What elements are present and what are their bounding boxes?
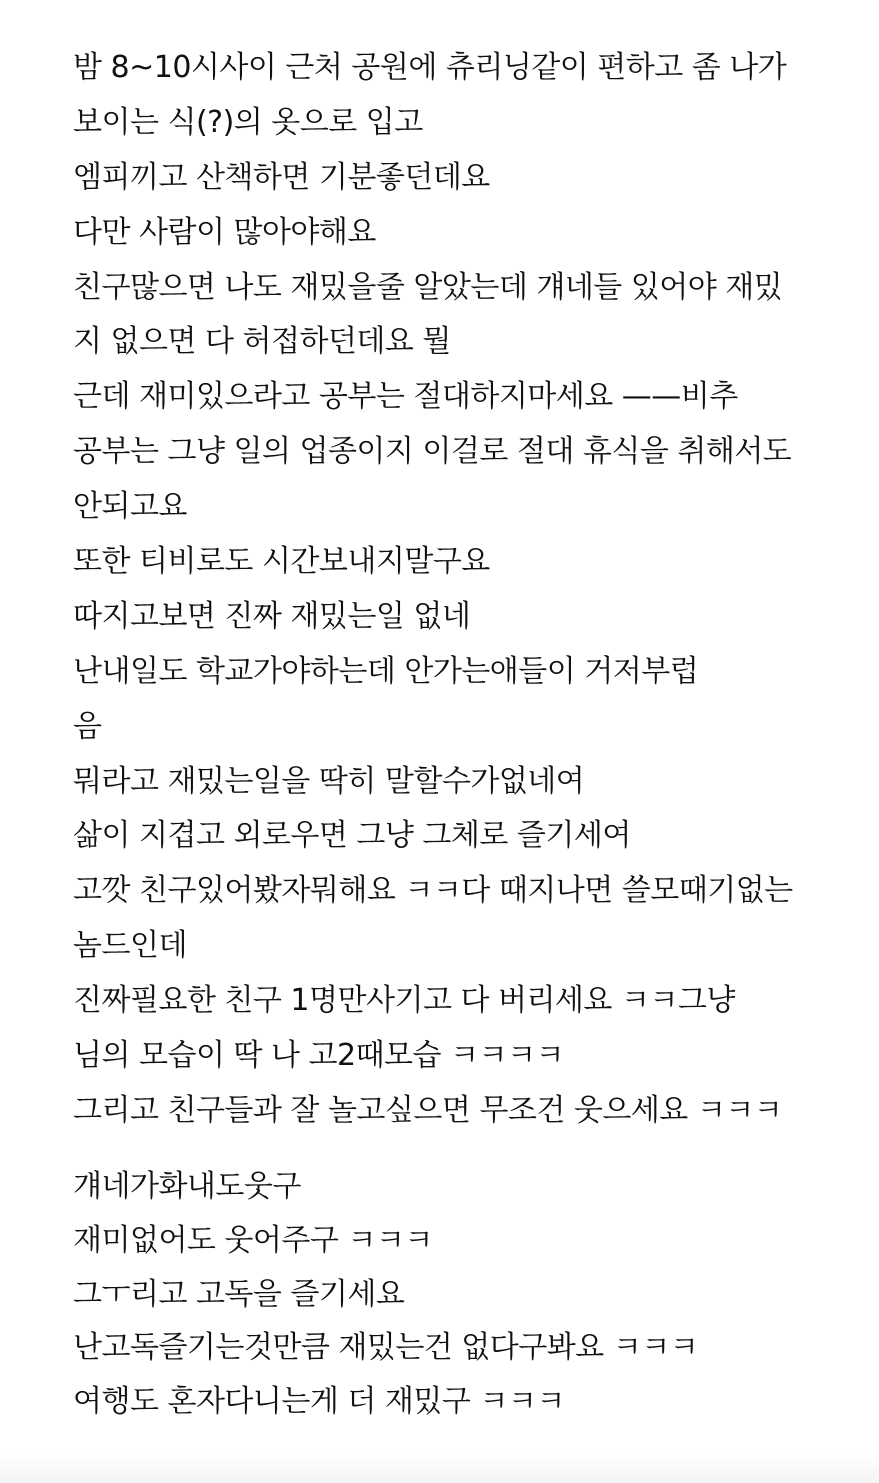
text-line: 재미없어도 웃어주구 ㅋㅋㅋ [73,1222,433,1258]
text-line: 엠피끼고 산책하면 기분좋던데요 [73,159,490,195]
text-line: 지 없으면 다 허접하던데요 뭘 [73,324,451,360]
text-line: 밤 8~10시사이 근처 공원에 츄리닝같이 편하고 좀 나가 [73,50,787,85]
post-paragraph-2 [73,1160,853,1429]
text-line: 놈드인데 [73,928,187,964]
bottom-fade [0,1453,879,1483]
text-line: 따지고보면 진짜 재밌는일 없네 [73,598,471,634]
text-line: 안되고요 [73,489,187,525]
text-line: 그리고 친구들과 잘 놀고싶으면 무조건 웃으세요 ㅋㅋㅋ [73,1092,783,1128]
text-line: 보이는 식(?)의 옷으로 입고 [73,104,423,140]
text-line: 난고독즐기는것만큼 재밌는건 없다구봐요 ㅋㅋㅋ [73,1330,699,1366]
text-line: 고깟 친구있어봤자뭐해요 ㅋㅋ다 때지나면 쓸모때기없는 [73,873,793,909]
text-line: 공부는 그냥 일의 업종이지 이걸로 절대 휴식을 취해서도 [73,434,792,470]
text-line: 뭐라고 재밌는일을 딱히 말할수가없네여 [73,763,585,799]
text-line: 삶이 지겹고 외로우면 그냥 그체로 즐기세여 [73,818,631,854]
text-line: 님의 모습이 딱 나 고2때모습 ㅋㅋㅋㅋ [73,1038,564,1074]
text-line: 음 [73,708,102,744]
text-line: 그ㅜ리고 고독을 즐기세요 [73,1276,405,1312]
text-line: 여행도 혼자다니는게 더 재밌구 ㅋㅋㅋ [73,1384,565,1420]
text-line: 근데 재미있으라고 공부는 절대하지마세요 ——비추 [73,379,738,415]
text-line: 걔네가화내도웃구 [73,1169,301,1204]
text-line: 난내일도 학교가야하는데 안가는애들이 거저부럽 [73,653,699,689]
text-line: 진짜필요한 친구 1명만사기고 다 버리세요 ㅋㅋ그냥 [73,983,735,1019]
text-line: 다만 사람이 많아야해요 [73,214,376,250]
text-line: 친구많으면 나도 재밌을줄 알았는데 걔네들 있어야 재밌 [73,269,783,305]
text-line: 또한 티비로도 시간보내지말구요 [73,544,490,580]
post-paragraph-1 [73,41,853,1139]
